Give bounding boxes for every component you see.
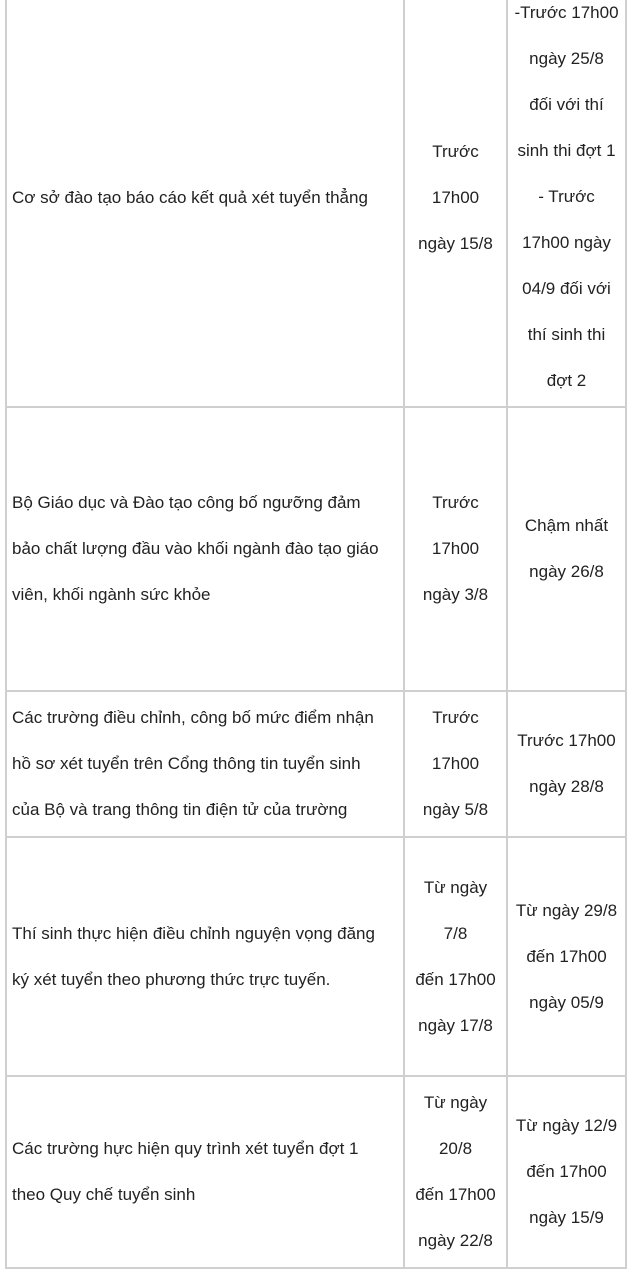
table-row [6, 837, 626, 1076]
phase2-deadline-cell: Từ ngày 12/9 đến 17h00 ngày 15/9 [507, 1076, 626, 1268]
phase1-deadline-cell: Trước 17h00 ngày 3/8 [404, 407, 507, 691]
phase2-deadline-cell: Chậm nhất ngày 26/8 [507, 407, 626, 691]
task-description-cell: Các trường hực hiện quy trình xét tuyển đợt 1 theo Quy chế tuyển sinh [6, 1076, 404, 1268]
task-description-cell: Thí sinh thực hiện điều chỉnh nguyện vọng đăng ký xét tuyển theo phương thức trực tuyến. [6, 837, 404, 1076]
phase1-deadline-cell: Trước 17h00 ngày 15/8 [404, 0, 507, 407]
phase1-deadline-cell: Từ ngày 7/8 đến 17h00 ngày 17/8 [404, 837, 507, 1076]
task-description-cell: Bộ Giáo dục và Đào tạo công bố ngưỡng đảm bảo chất lượng đầu vào khối ngành đào tạo giáo viên, khối ngành sức khỏe [6, 407, 404, 691]
phase1-deadline-cell: Trước 17h00 ngày 5/8 [404, 691, 507, 837]
table-row [6, 1076, 626, 1268]
table-row [6, 691, 626, 837]
table-row [6, 407, 626, 691]
phase2-deadline-cell: -Trước 17h00 ngày 25/8 đối với thí sinh thi đợt 1 - Trước 17h00 ngày 04/9 đối với thí sinh thi đợt 2 [507, 0, 626, 407]
task-description-cell: Cơ sở đào tạo báo cáo kết quả xét tuyển thẳng [6, 0, 404, 407]
admission-schedule-table [5, 0, 627, 1269]
task-description-cell: Các trường điều chỉnh, công bố mức điểm nhận hồ sơ xét tuyển trên Cổng thông tin tuyển sinh của Bộ và trang thông tin điện tử của trường [6, 691, 404, 837]
phase2-deadline-cell: Trước 17h00 ngày 28/8 [507, 691, 626, 837]
phase2-deadline-cell: Từ ngày 29/8 đến 17h00 ngày 05/9 [507, 837, 626, 1076]
table-row [6, 0, 626, 407]
phase1-deadline-cell: Từ ngày 20/8 đến 17h00 ngày 22/8 [404, 1076, 507, 1268]
